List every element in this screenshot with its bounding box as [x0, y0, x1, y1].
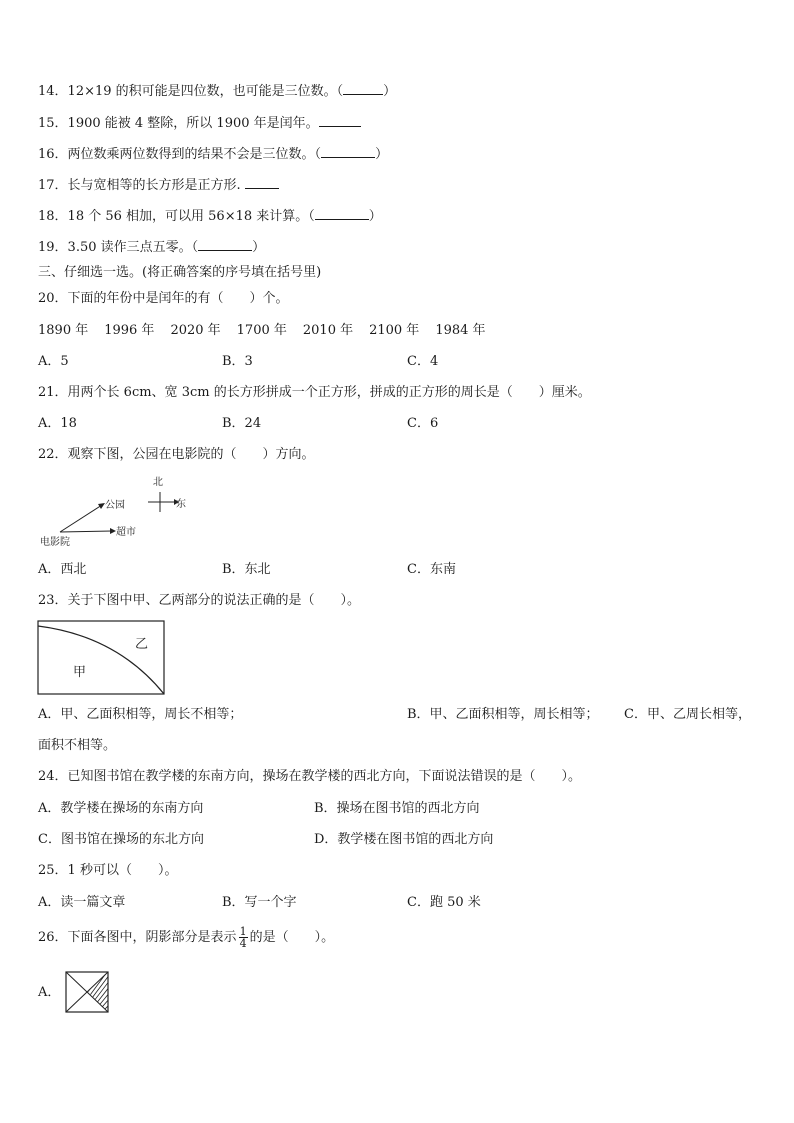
question-text: 观察下图，公园在电影院的（ ）方向。 [67, 447, 315, 462]
option-d[interactable]: D．教学楼在图书馆的西北方向 [314, 832, 494, 847]
question-26 [38, 926, 334, 950]
direction-diagram [36, 472, 196, 552]
question-number: 20． [38, 291, 68, 306]
answer-blank[interactable] [319, 114, 361, 127]
question-number: 21． [38, 385, 68, 400]
option-b[interactable]: B．3 [222, 354, 253, 369]
question-21 [38, 384, 591, 402]
option-a[interactable]: A．读一篇文章 [38, 895, 126, 910]
question-22 [38, 446, 315, 464]
year-item: 1890 年 [38, 323, 89, 338]
question-text: 用两个长 6cm、宽 3cm 的长方形拼成一个正方形，拼成的正方形的周长是（ ）厘米。 [67, 385, 591, 400]
rectangle-outline [38, 621, 164, 694]
option-a[interactable]: A．18 [38, 416, 77, 431]
question-text: 12×19 的积可能是四位数，也可能是三位数。（ [67, 84, 344, 99]
question-number: 18． [38, 209, 68, 224]
option-c[interactable]: C．6 [407, 416, 439, 431]
question-number: 24． [38, 769, 68, 784]
question-number: 17． [38, 178, 68, 193]
fraction-denominator: 4 [239, 937, 247, 950]
question-text: 1900 能被 4 整除，所以 1900 年是闰年。 [67, 116, 319, 131]
question-text: 18 个 56 相加，可以用 56×18 来计算。（ [67, 209, 315, 224]
question-14 [38, 82, 396, 101]
paren-close: ） [383, 84, 397, 99]
question-24 [38, 768, 581, 786]
option-b[interactable]: B．东北 [222, 562, 271, 577]
park-arrow-icon [98, 503, 105, 509]
north-label: 北 [153, 477, 163, 488]
cinema-label: 电影院 [40, 537, 70, 548]
option-c[interactable]: C．甲、乙周长相等， [624, 707, 751, 722]
option-a[interactable]: A．甲、乙面积相等，周长不相等； [38, 707, 243, 722]
option-b[interactable]: B．24 [222, 416, 262, 431]
question-19 [38, 238, 265, 257]
line-to-park [60, 505, 102, 532]
question-text-end: 的是（ ）。 [249, 930, 335, 945]
paren-close: ） [252, 240, 266, 255]
question-18 [38, 207, 382, 226]
option-b[interactable]: B．写一个字 [222, 895, 297, 910]
hatch-shading [72, 970, 110, 1014]
option-a[interactable]: A．西北 [38, 562, 87, 577]
option-a[interactable]: A．5 [38, 354, 69, 369]
question-23 [38, 592, 360, 610]
option-c[interactable]: C．图书馆在操场的东北方向 [38, 832, 204, 847]
park-label: 公园 [105, 500, 125, 511]
jia-label: 甲 [73, 665, 87, 680]
question-text: 下面各图中，阴影部分是表示 [67, 930, 237, 945]
line-to-market [60, 531, 112, 532]
fraction-numerator: 1 [239, 925, 247, 938]
option-a[interactable]: A． [38, 985, 61, 1000]
question-number: 19． [38, 240, 68, 255]
question-number: 15． [38, 116, 68, 131]
option-c-continued: 面积不相等。 [38, 738, 117, 753]
question-text: 3.50 读作三点五零。（ [67, 240, 199, 255]
question-text: 两位数乘两位数得到的结果不会是三位数。（ [67, 147, 322, 162]
question-number: 14． [38, 84, 68, 99]
question-25 [38, 862, 177, 880]
fraction [239, 926, 248, 949]
year-item: 2100 年 [369, 323, 420, 338]
question-text: 长与宽相等的长方形是正方形. [67, 178, 241, 193]
year-item: 1700 年 [236, 323, 287, 338]
section-heading: 三、仔细选一选。(将正确答案的序号填在括号里) [38, 265, 322, 280]
year-list [38, 322, 502, 340]
question-16 [38, 145, 388, 164]
answer-blank[interactable] [343, 82, 383, 95]
east-label: 东 [176, 499, 186, 510]
option-c[interactable]: C．4 [407, 354, 439, 369]
question-number: 26． [38, 930, 68, 945]
question-number: 25． [38, 863, 68, 878]
option-c[interactable]: C．跑 50 米 [407, 895, 481, 910]
question-20 [38, 290, 289, 308]
year-item: 1996 年 [104, 323, 155, 338]
year-item: 2010 年 [302, 323, 354, 338]
option-b[interactable]: B．甲、乙面积相等，周长相等； [407, 707, 599, 722]
area-diagram [37, 620, 167, 696]
answer-blank[interactable] [321, 145, 375, 158]
market-label: 超市 [116, 527, 136, 538]
paren-close: ） [368, 209, 382, 224]
year-item: 1984 年 [435, 323, 486, 338]
question-text: 已知图书馆在教学楼的东南方向，操场在教学楼的西北方向，下面说法错误的是（ ）。 [67, 769, 582, 784]
year-item: 2020 年 [170, 323, 221, 338]
question-text: 关于下图中甲、乙两部分的说法正确的是（ ）。 [67, 593, 361, 608]
answer-blank[interactable] [315, 207, 369, 220]
option-c[interactable]: C．东南 [407, 562, 456, 577]
answer-blank[interactable] [245, 176, 279, 189]
question-17 [38, 176, 279, 195]
paren-close: ） [375, 147, 389, 162]
question-number: 16． [38, 147, 68, 162]
question-15 [38, 114, 361, 133]
yi-label: 乙 [135, 637, 149, 652]
question-number: 23． [38, 593, 68, 608]
option-a[interactable]: A．教学楼在操场的东南方向 [38, 801, 204, 816]
shaded-square-figure [64, 970, 110, 1014]
question-text: 1 秒可以（ ）。 [67, 863, 178, 878]
answer-blank[interactable] [198, 238, 252, 251]
option-b[interactable]: B．操场在图书馆的西北方向 [314, 801, 480, 816]
question-text: 下面的年份中是闰年的有（ ）个。 [67, 291, 289, 306]
question-number: 22． [38, 447, 68, 462]
